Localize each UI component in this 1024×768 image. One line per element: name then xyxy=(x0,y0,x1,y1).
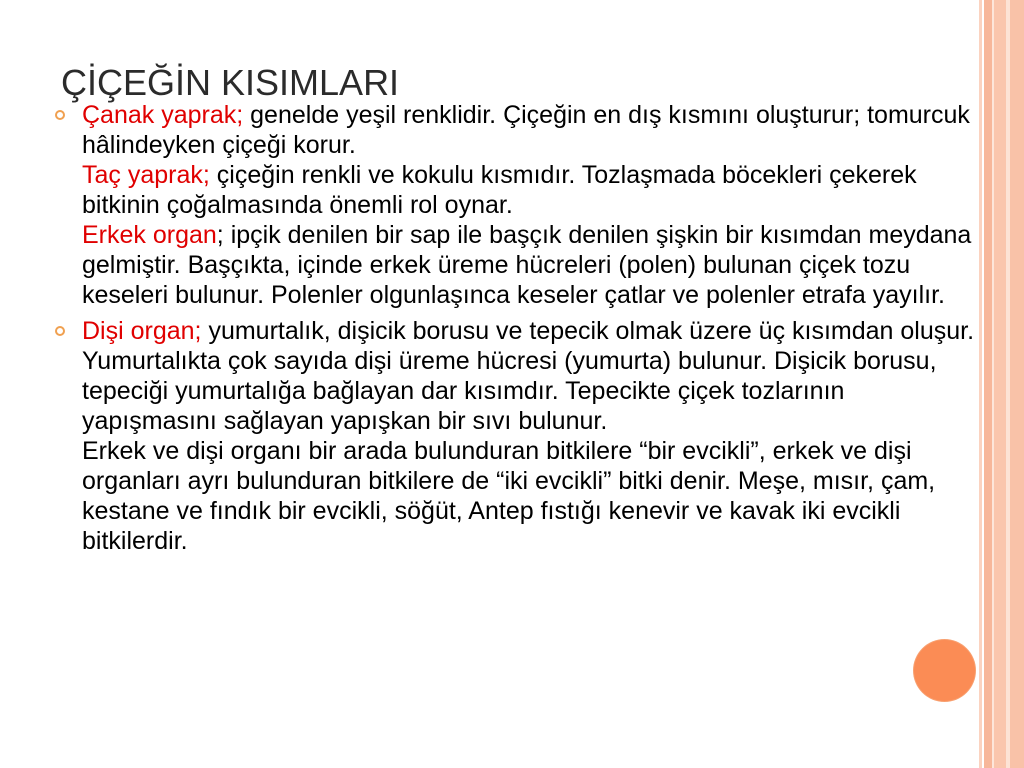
bullet-circle-icon xyxy=(55,110,65,120)
text-disi-organ: yumurtalık, dişicik borusu ve tepecik olmak üzere üç kısımdan oluşur. Yumurtalıkta çok sayıda dişi üreme hücresi (yumurta) bulunur. Dişicik borusu, tepeciği yumurtalığa bağlayan dar kısımdır. Tepecikte çiçek tozlarının yapışmasını sağlayan yapışkan bir sıvı bulunur. xyxy=(82,317,975,435)
bullet-circle-icon xyxy=(55,326,65,336)
paragraph-tac-yaprak xyxy=(82,160,980,220)
decorative-circle xyxy=(914,640,975,701)
bullet-item xyxy=(48,100,980,310)
term-tac-yaprak: Taç yaprak; xyxy=(82,161,210,189)
term-canak-yaprak: Çanak yaprak; xyxy=(82,101,244,129)
term-erkek-organ: Erkek organ xyxy=(82,221,217,249)
bullet-item xyxy=(48,316,980,556)
paragraph-erkek-organ xyxy=(82,220,980,310)
term-disi-organ: Dişi organ; xyxy=(82,317,202,345)
text-erkek-organ: ; ipçik denilen bir sap ile başçık denilen şişkin bir kısımdan meydana gelmiştir. Başçıkta, içinde erkek üreme hücreleri (polen) bulunan çiçek tozu keseleri bulunur. Polenler olgunlaşınca keseler çatlar ve polenler etrafa yayılır. xyxy=(82,221,972,309)
paragraph-evcikli xyxy=(82,436,980,556)
slide-title: ÇİÇEĞİN KISIMLARI xyxy=(61,62,400,104)
paragraph-canak-yaprak xyxy=(82,100,980,160)
paragraph-disi-organ xyxy=(82,316,980,436)
slide-content xyxy=(48,100,980,562)
text-tac-yaprak: çiçeğin renkli ve kokulu kısmıdır. Tozlaşmada böcekleri çekerek bitkinin çoğalmasında önemli rol oynar. xyxy=(82,161,917,219)
decorative-stripes xyxy=(979,0,1024,768)
text-canak-yaprak: genelde yeşil renklidir. Çiçeğin en dış kısmını oluşturur; tomurcuk hâlindeyken çiçeği korur. xyxy=(82,101,970,159)
text-evcikli: Erkek ve dişi organı bir arada bulunduran bitkilere “bir evcikli”, erkek ve dişi organları ayrı bulunduran bitkilere de “iki evcikli” bitki denir. Meşe, mısır, çam, kestane ve fındık bir evcikli, söğüt, Antep fıstığı kenevir ve kavak iki evcikli bitkilerdir. xyxy=(82,437,936,555)
